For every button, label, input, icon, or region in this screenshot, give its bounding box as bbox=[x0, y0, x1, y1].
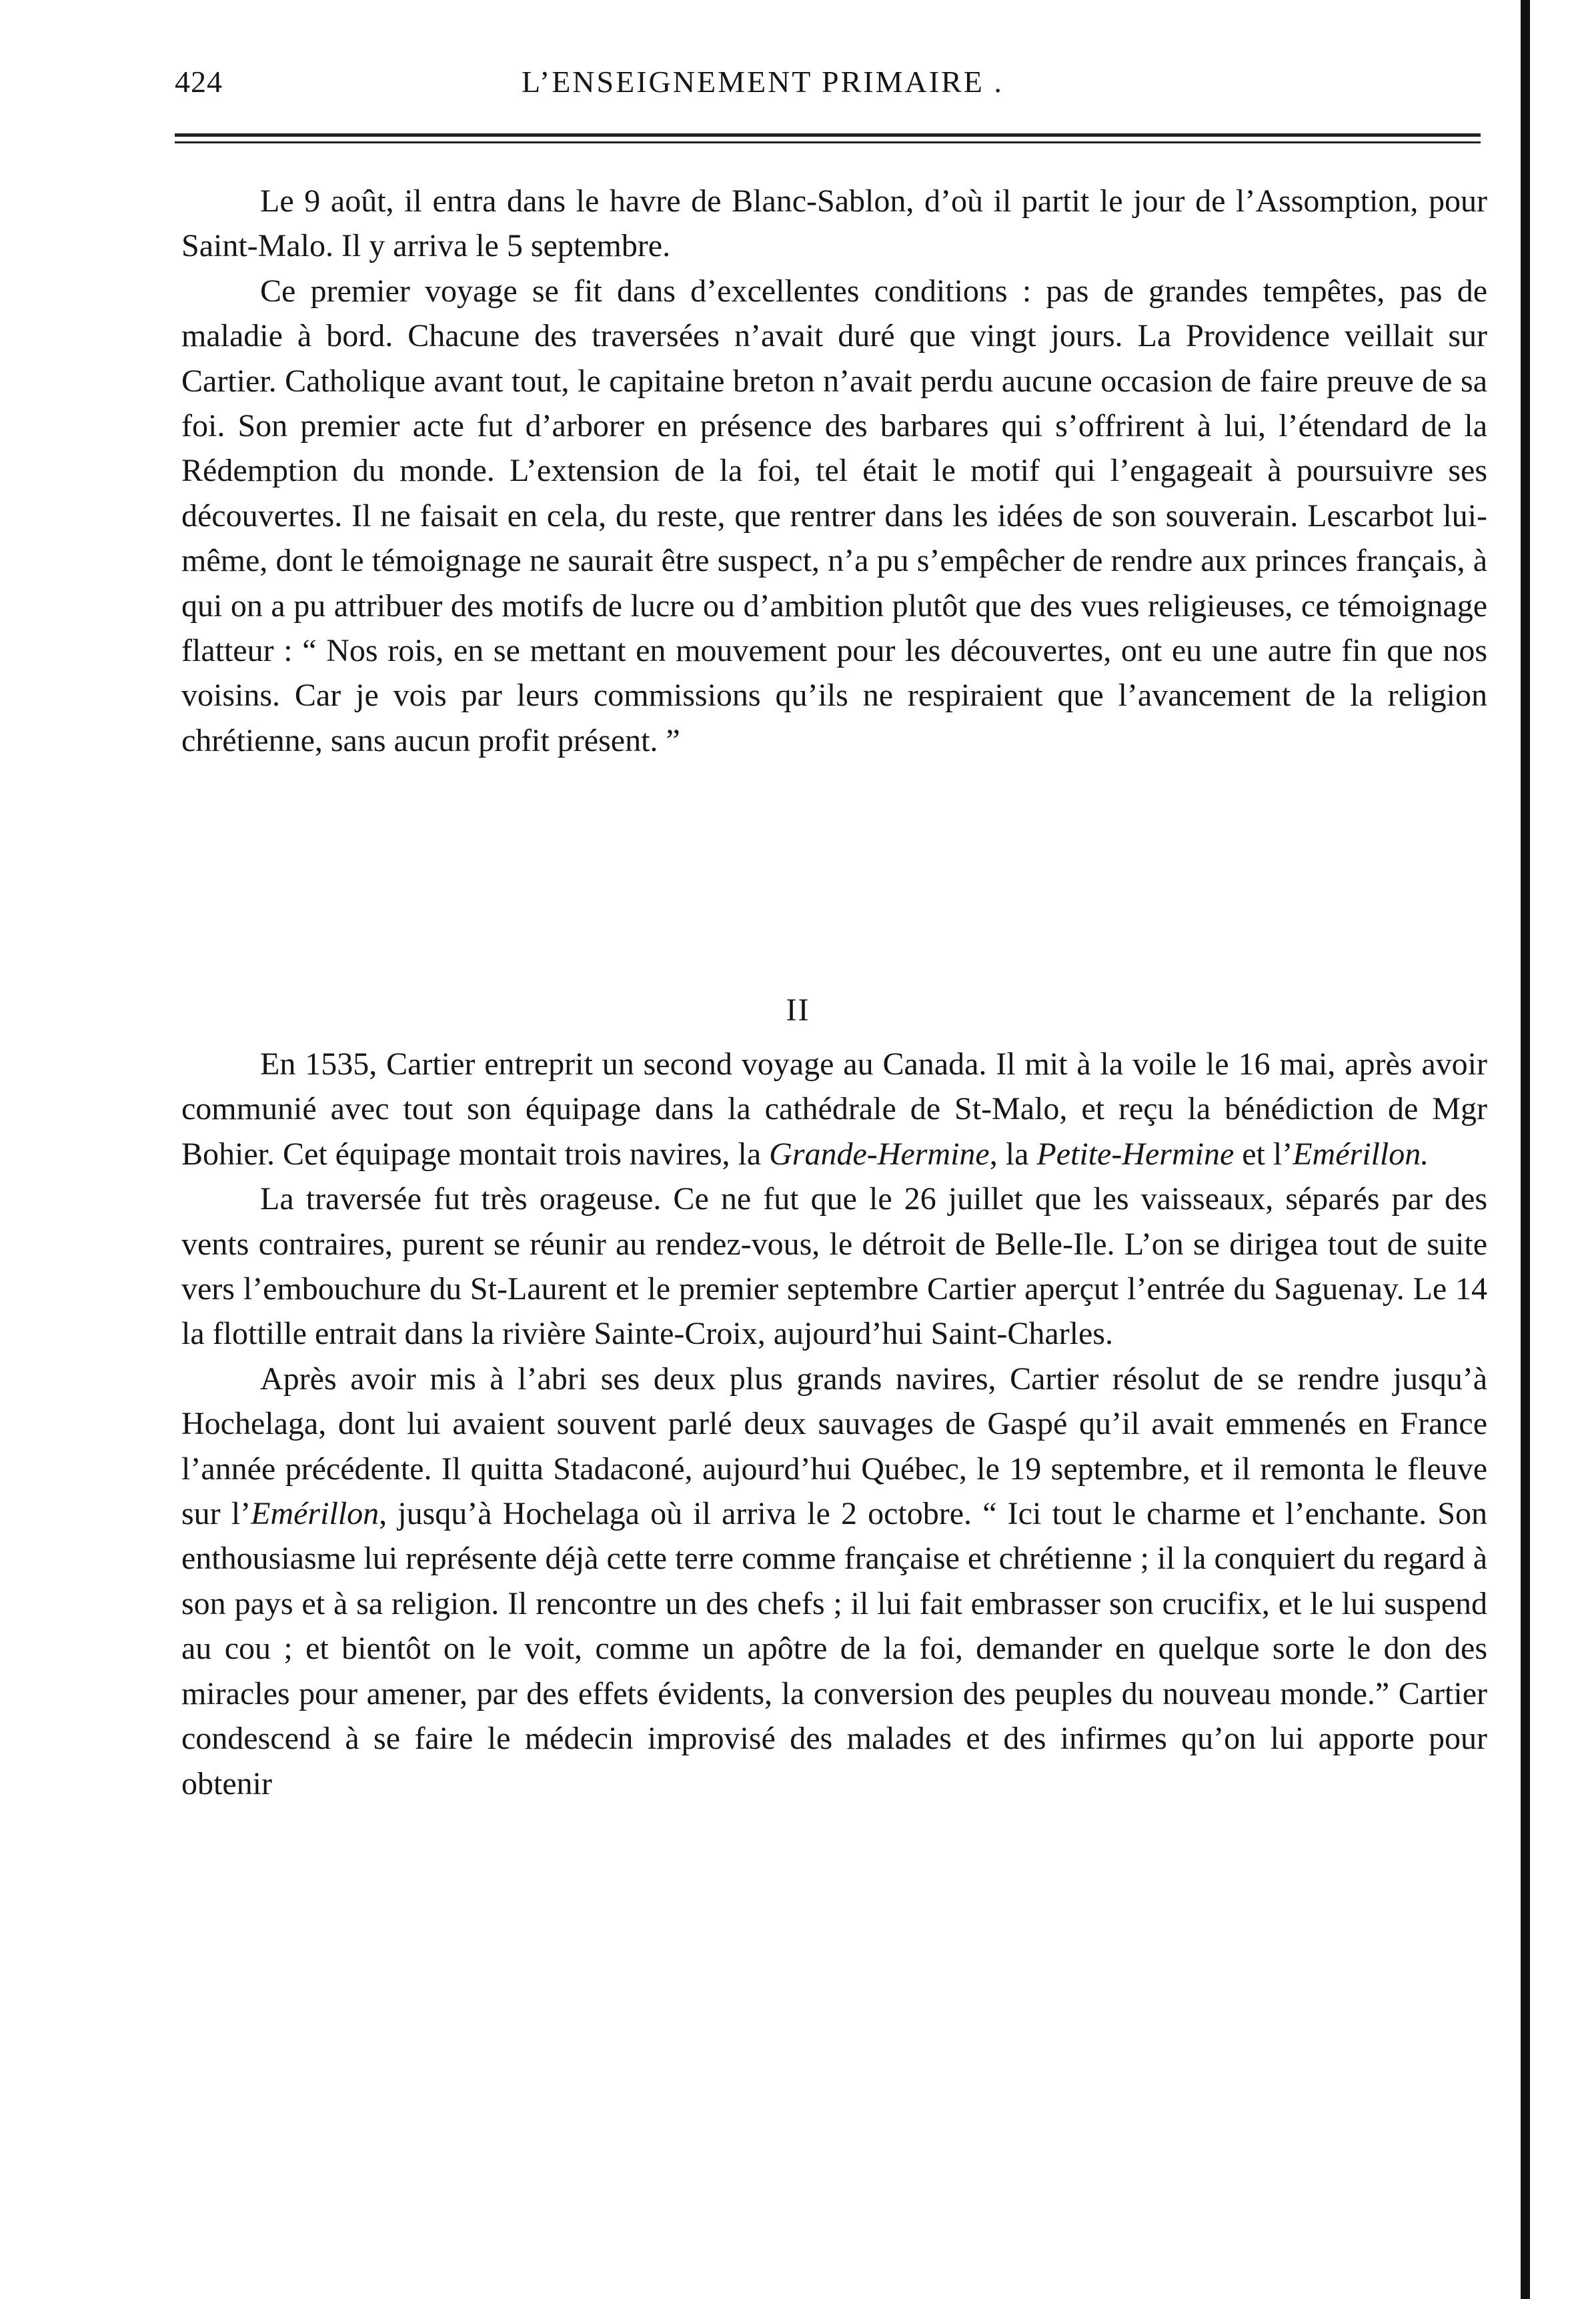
paragraph-text: Après avoir mis à l’abri ses deux plus grands navires, Cartier résolut de se rendre jusqu’à Hochelaga, dont lui avaient souvent parlé deux sauvages de Gaspé qu’il avait emmenés en France l’année précédente. Il quitta Stadaconé, aujourd’hui Québec, le 19 septembre, et il remonta le fleuve sur l’ bbox=[181, 1361, 1487, 1532]
page-edge-border bbox=[1521, 0, 1530, 2299]
paragraph-text: En 1535, Cartier entreprit un second voyage au Canada. Il mit à la voile le 16 mai, après avoir communié avec tout son équipage dans la cathédrale de St-Malo, et reçu la bénédiction de Mgr Bohier. Cet équipage montait trois navires, la bbox=[181, 1046, 1487, 1172]
page-number: 424 bbox=[175, 65, 223, 99]
header-rule bbox=[175, 133, 1481, 137]
ship-name: Emérillon bbox=[251, 1496, 379, 1532]
ship-name: Grande-Hermine bbox=[769, 1136, 990, 1172]
paragraph: La traversée fut très orageuse. Ce ne fut que le 26 juillet que les vaisseaux, séparés par des vents contraires, purent se réunir au rendez-vous, le détroit de Belle-Ile. L’on se dirigea tout de suite vers l’embouchure du St-Laurent et le premier septembre Cartier aperçut l’entrée du Saguenay. Le 14 la flottille entrait dans la rivière Sainte-Croix, aujourd’hui Saint-Charles. bbox=[181, 1181, 1487, 1352]
paragraph-text: et l’ bbox=[1234, 1136, 1293, 1172]
paragraph: Le 9 août, il entra dans le havre de Blanc-Sablon, d’où il partit le jour de l’Assomption, pour Saint-Malo. Il y arriva le 5 septembre. bbox=[181, 183, 1487, 264]
ship-name: Petite-Hermine bbox=[1036, 1136, 1235, 1172]
paragraph bbox=[181, 1357, 1487, 1806]
paragraph-text: , jusqu’à Hochelaga où il arriva le 2 octobre. “ Ici tout le charme et l’enchante. Son enthousiasme lui représente déjà cette terre comme française et chrétienne ; il la conquiert du regard à son pays et à sa religion. Il rencontre un des chefs ; il lui fait embrasser son crucifix, et le lui suspend au cou ; et bientôt on le voit, comme un apôtre de la foi, demander en quelque sorte le don des miracles pour amener, par des effets évidents, la conversion des peuples du nouveau monde.” Cartier condescend à se faire le médecin improvisé des malades et des infirmes qu’on lui apporte pour obtenir bbox=[181, 1496, 1487, 1801]
running-title: L’ENSEIGNEMENT PRIMAIRE . bbox=[522, 65, 1004, 99]
section-two-text bbox=[181, 1042, 1487, 1806]
paragraph: Ce premier voyage se fit dans d’excellentes conditions : pas de grandes tempêtes, pas de maladie à bord. Chacune des traversées n’avait duré que vingt jours. La Providence veillait sur Cartier. Catholique avant tout, le capitaine breton n’avait perdu aucune occasion de faire preuve de sa foi. Son premier acte fut d’arborer en présence des barbares qui s’offrirent à lui, l’étendard de la Rédemption du monde. L’extension de la foi, tel était le motif qui l’engageait à poursuivre ses découvertes. Il ne faisait en cela, du reste, que rentrer dans les idées de son souverain. Lescarbot lui-même, dont le témoignage ne saurait être suspect, n’a pu s’empêcher de rendre aux princes français, à qui on a pu attribuer des motifs de lucre ou d’ambition plutôt que des vues religieuses, ce témoignage flatteur : “ Nos rois, en se mettant en mouvement pour les découvertes, ont eu une autre fin que nos voisins. Car je vois par leurs commissions qu’ils ne respiraient que l’avancement de la religion chrétienne, sans aucun profit présent. ” bbox=[181, 273, 1487, 758]
paragraph bbox=[181, 1042, 1487, 1177]
ship-name: Emérillon. bbox=[1293, 1136, 1429, 1172]
section-one-text bbox=[181, 179, 1487, 763]
paragraph-text: , la bbox=[989, 1136, 1037, 1172]
section-number: II bbox=[786, 992, 810, 1028]
page-header bbox=[175, 52, 1487, 112]
header-rule-secondary bbox=[175, 141, 1481, 143]
